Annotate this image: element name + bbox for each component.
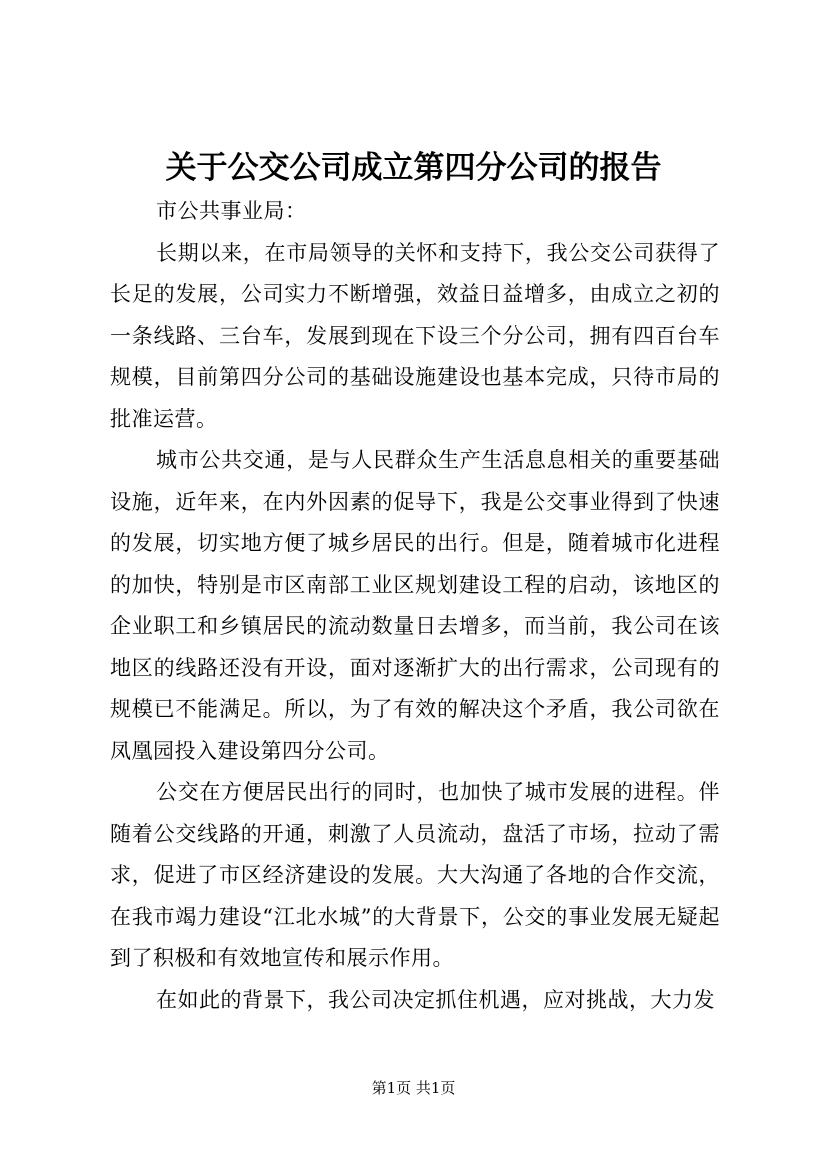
document-title: 关于公交公司成立第四分公司的报告 bbox=[165, 150, 662, 186]
paragraph-3: 公交在方便居民出行的同时，也加快了城市发展的进程。伴随着公交线路的开通，刺激了人员流动，盘活了市场，拉动了需求，促进了市区经济建设的发展。大大沟通了各地的合作交流，在我市竭力建设“江北水城”的大背景下，公交的事业发展无疑起到了积极和有效地宣传和展示作用。 bbox=[110, 780, 720, 970]
paragraph-4: 在如此的背景下，我公司决定抓住机遇，应对挑战，大力发 bbox=[156, 987, 715, 1012]
document-body bbox=[110, 191, 720, 1021]
paragraph-2: 城市公共交通，是与人民群众生产生活息息相关的重要基础设施，近年来，在内外因素的促导下，我是公交事业得到了快速的发展，切实地方便了城乡居民的出行。但是，随着城市化进程的加快，特别是市区南部工业区规划建设工程的启动，该地区的企业职工和乡镇居民的流动数量日去增多，而当前，我公司在该地区的线路还没有开设，面对逐渐扩大的出行需求，公司现有的规模已不能满足。所以，为了有效的解决这个矛盾，我公司欲在凤凰园投入建设第四分公司。 bbox=[110, 448, 720, 763]
salutation: 市公共事业局： bbox=[156, 199, 307, 223]
page-footer: 第1页 共1页 bbox=[371, 1079, 456, 1097]
paragraph-1: 长期以来，在市局领导的关怀和支持下，我公交公司获得了长足的发展，公司实力不断增强，效益日益增多，由成立之初的一条线路、三台车，发展到现在下设三个分公司，拥有四百台车规模，目前第四分公司的基础设施建设也基本完成，只待市局的批准运营。 bbox=[110, 240, 720, 431]
